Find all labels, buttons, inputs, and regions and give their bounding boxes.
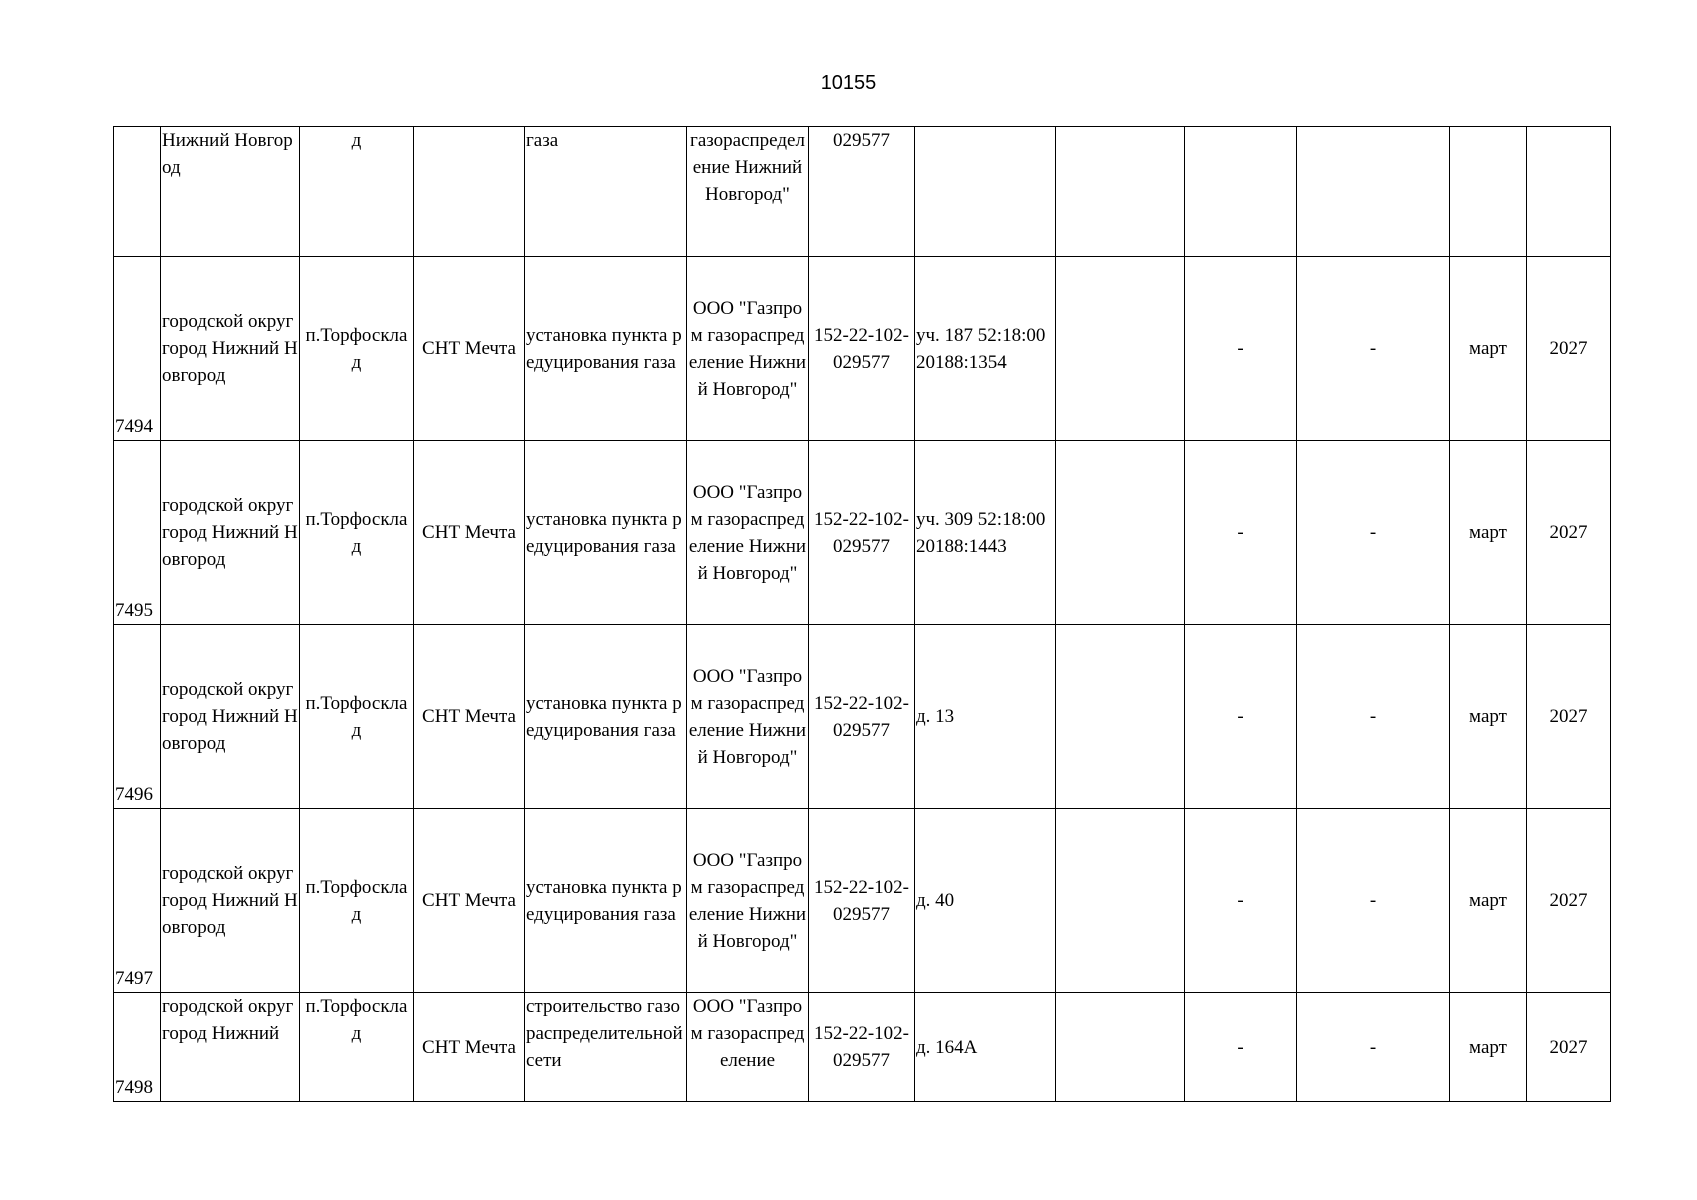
cell-locality: п.Торфосклад [300, 993, 414, 1102]
cell-empty [1056, 441, 1185, 625]
cell-organization: ООО "Газпром газораспределение Нижний Новгород" [687, 441, 809, 625]
cell-year: 2027 [1527, 809, 1611, 993]
page-number: 10155 [820, 72, 877, 94]
cell-code: 029577 [809, 127, 915, 257]
cell-municipality: городской округ город Нижний Новгород [161, 625, 300, 809]
cell-snt: СНТ Мечта [414, 257, 525, 441]
cell-dash-1: - [1185, 993, 1297, 1102]
cell-code: 152-22-102-029577 [809, 441, 915, 625]
cell-dash-2: - [1297, 993, 1450, 1102]
cell-dash-1: - [1185, 625, 1297, 809]
cell-month: март [1450, 257, 1527, 441]
cell-year: 2027 [1527, 441, 1611, 625]
cell-dash-2: - [1297, 809, 1450, 993]
cell-address [915, 127, 1056, 257]
cell-locality: п.Торфосклад [300, 441, 414, 625]
cell-code: 152-22-102-029577 [809, 993, 915, 1102]
cell-address: д. 40 [915, 809, 1056, 993]
table-row [114, 625, 1611, 809]
cell-work-type: установка пункта редуцирования газа [525, 441, 687, 625]
cell-dash-2: - [1297, 625, 1450, 809]
cell-dash-2: - [1297, 257, 1450, 441]
table-row [114, 257, 1611, 441]
cell-number: 7495 [114, 441, 161, 625]
cell-locality: д [300, 127, 414, 257]
cell-municipality: городской округ город Нижний Новгород [161, 809, 300, 993]
cell-number: 7494 [114, 257, 161, 441]
cell-snt: СНТ Мечта [414, 441, 525, 625]
table-row [114, 441, 1611, 625]
cell-month: март [1450, 441, 1527, 625]
cell-month: март [1450, 809, 1527, 993]
cell-locality: п.Торфосклад [300, 809, 414, 993]
cell-address: уч. 187 52:18:0020188:1354 [915, 257, 1056, 441]
cell-address: уч. 309 52:18:0020188:1443 [915, 441, 1056, 625]
cell-dash-1 [1185, 127, 1297, 257]
cell-work-type: установка пункта редуцирования газа [525, 809, 687, 993]
cell-number [114, 127, 161, 257]
cell-address: д. 13 [915, 625, 1056, 809]
cell-locality: п.Торфосклад [300, 257, 414, 441]
cell-number: 7498 [114, 993, 161, 1102]
cell-dash-2: - [1297, 441, 1450, 625]
cell-snt: СНТ Мечта [414, 809, 525, 993]
cell-snt [414, 127, 525, 257]
cell-locality: п.Торфосклад [300, 625, 414, 809]
cell-work-type: установка пункта редуцирования газа [525, 625, 687, 809]
table-body [114, 127, 1611, 1102]
cell-municipality: Нижний Новгород [161, 127, 300, 257]
cell-dash-2 [1297, 127, 1450, 257]
cell-municipality: городской округ город Нижний Новгород [161, 257, 300, 441]
cell-work-type: строительство газораспределительной сети [525, 993, 687, 1102]
cell-address: д. 164А [915, 993, 1056, 1102]
cell-year: 2027 [1527, 993, 1611, 1102]
cell-number: 7497 [114, 809, 161, 993]
cell-empty [1056, 625, 1185, 809]
cell-municipality: городской округ город Нижний [161, 993, 300, 1102]
cell-year [1527, 127, 1611, 257]
cell-dash-1: - [1185, 809, 1297, 993]
cell-organization: ООО "Газпром газораспределение Нижний Новгород" [687, 625, 809, 809]
cell-empty [1056, 809, 1185, 993]
cell-empty [1056, 127, 1185, 257]
table-row [114, 809, 1611, 993]
cell-snt: СНТ Мечта [414, 993, 525, 1102]
cell-empty [1056, 993, 1185, 1102]
cell-organization: ООО "Газпром газораспределение Нижний Новгород" [687, 257, 809, 441]
cell-month [1450, 127, 1527, 257]
cell-code: 152-22-102-029577 [809, 625, 915, 809]
cell-work-type: установка пункта редуцирования газа [525, 257, 687, 441]
cell-code: 152-22-102-029577 [809, 809, 915, 993]
cell-number: 7496 [114, 625, 161, 809]
cell-empty [1056, 257, 1185, 441]
cell-month: март [1450, 625, 1527, 809]
table-row [114, 993, 1611, 1102]
cell-organization: газораспределение Нижний Новгород" [687, 127, 809, 257]
cell-work-type: газа [525, 127, 687, 257]
cell-code: 152-22-102-029577 [809, 257, 915, 441]
cell-year: 2027 [1527, 625, 1611, 809]
cell-dash-1: - [1185, 257, 1297, 441]
cell-year: 2027 [1527, 257, 1611, 441]
cell-municipality: городской округ город Нижний Новгород [161, 441, 300, 625]
cell-snt: СНТ Мечта [414, 625, 525, 809]
table-row-continued [114, 127, 1611, 257]
cell-organization: ООО "Газпром газораспределение Нижний Новгород" [687, 809, 809, 993]
cell-organization: ООО "Газпром газораспределение [687, 993, 809, 1102]
registry-table [113, 126, 1611, 1102]
cell-month: март [1450, 993, 1527, 1102]
cell-dash-1: - [1185, 441, 1297, 625]
